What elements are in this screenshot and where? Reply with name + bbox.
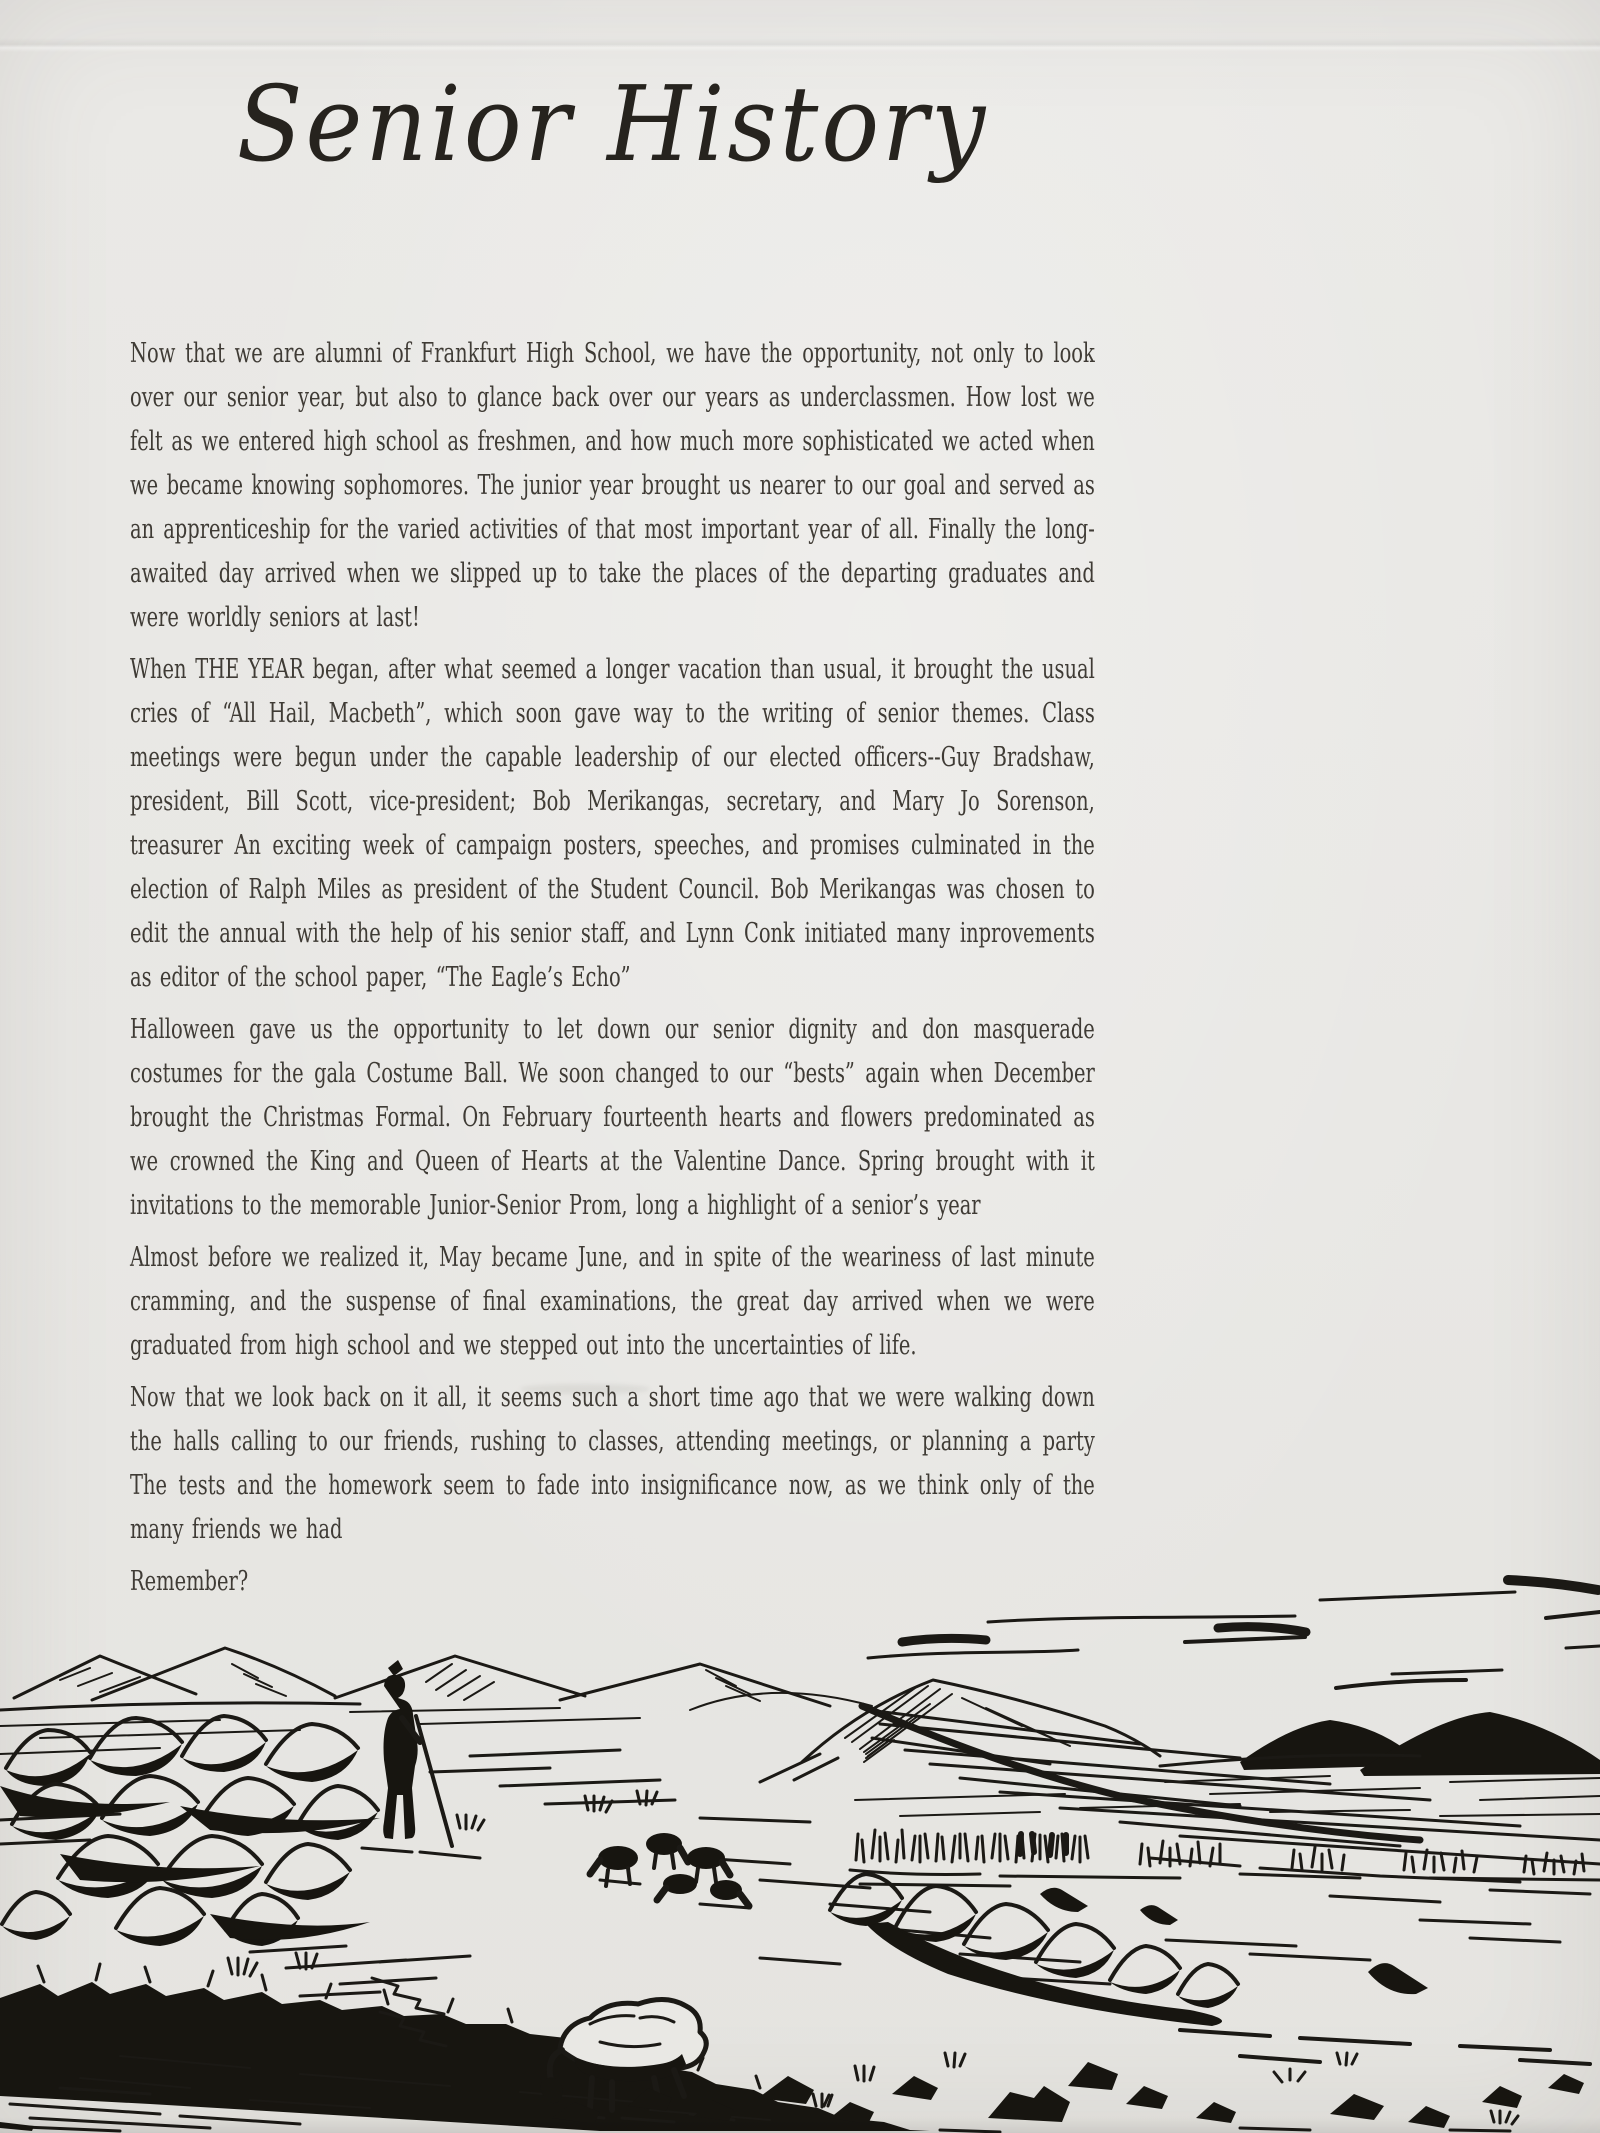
paragraph: Almost before we realized it, May became June, and in spite of the weariness of last minute cramming, and the suspense of final examinations, the great day arrived when we were graduated from high school and we stepped out into the uncertainties of life. <box>130 1242 1095 1361</box>
senior-history-text <box>130 332 1095 1612</box>
paragraph: Now that we look back on it all, it seems such a short time ago that we were walking down the halls calling to our friends, rushing to classes, attending meetings, or planning a party The tests and the homework seem to fade into insignificance now, as we think only of the many friends we had <box>130 1382 1095 1545</box>
paragraph: Halloween gave us the opportunity to let down our senior dignity and don masquerade costumes for the gala Costume Ball. We soon changed to our “bests” again when December brought the Christmas Formal. On February fourteenth hearts and flowers predominated as we crowned the King and Queen of Hearts at the Valentine Dance. Spring brought with it invitations to the memorable Junior-Senior Prom, long a highlight of a senior’s year <box>130 1014 1095 1221</box>
shepherd-staff <box>416 1716 452 1846</box>
boulder-row-right <box>830 1874 1590 2064</box>
scrub-band <box>0 1964 930 2131</box>
path-strokes <box>0 1750 1110 1984</box>
paragraph: When THE YEAR began, after what seemed a longer vacation than usual, it brought the usual cries of “All Hail, Macbeth”, which soon gave way to the writing of senior themes. Class meetings were begun under the capable leadership of our elected officers--Guy Bradshaw, president, Bill Scott, vice-president; Bob Merikangas, secretary, and Mary Jo Sorenson, treasurer An exciting week of campaign posters, speeches, and promises culminated in the election of Ralph Miles as president of the Student Council. Bob Merikangas was chosen to edit the annual with the help of his senior staff, and Lynn Conk initiated many inprovements as editor of the school paper, “The Eagle’s Echo” <box>130 654 1095 993</box>
cloud-strokes <box>868 1580 1600 1688</box>
paragraph: Now that we are alumni of Frankfurt High School, we have the opportunity, not only to look over our senior year, but also to glance back over our years as underclassmen. How lost we felt as we entered high school as freshmen, and how much more sophisticated we acted when we became knowing sophomores. The junior year brought us nearer to our goal and served as an apprenticeship for the varied activities of that most important year of all. Finally the long-awaited day arrived when we slipped up to take the places of the departing graduates and were worldly seniors at last! <box>130 338 1095 633</box>
paper-crease <box>0 38 1600 52</box>
sheep-grazing-group <box>590 1833 750 1908</box>
shepherd-figure <box>362 1660 480 1858</box>
shepherd-landscape-illustration <box>0 1558 1600 2133</box>
paragraph-remember: Remember? <box>130 1566 249 1597</box>
page-title: Senior History <box>236 64 989 185</box>
hills-middle <box>335 1656 872 1724</box>
